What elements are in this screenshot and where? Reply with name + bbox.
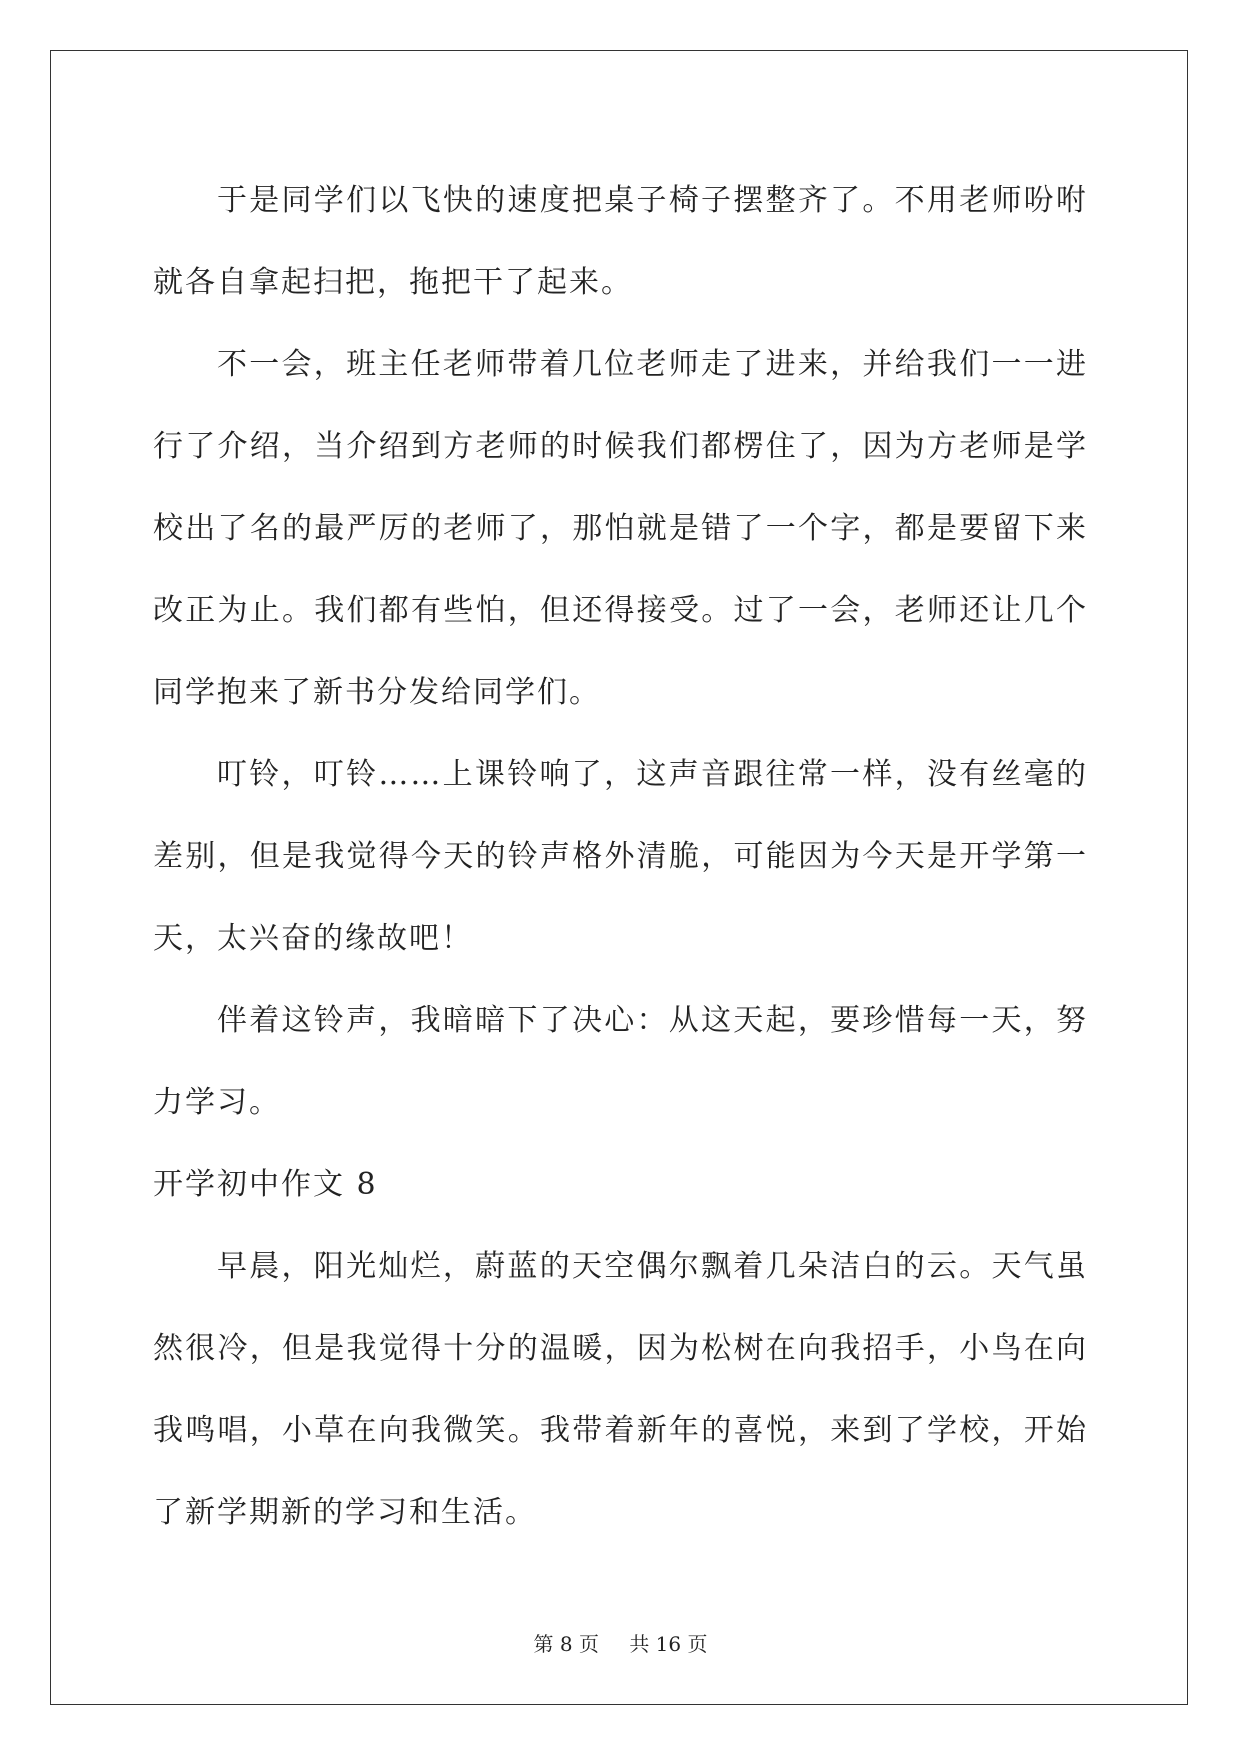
document-body: [153, 160, 1088, 1554]
page-total: 共 16 页: [629, 1632, 708, 1656]
paragraph: 叮铃，叮铃……上课铃响了，这声音跟往常一样，没有丝毫的差别，但是我觉得今天的铃声格外清脆，可能因为今天是开学第一天，太兴奋的缘故吧！: [153, 757, 1088, 956]
page-number: 第 8 页: [533, 1632, 599, 1656]
paragraph: 早晨，阳光灿烂，蔚蓝的天空偶尔飘着几朵洁白的云。天气虽然很冷，但是我觉得十分的温暖，因为松树在向我招手，小鸟在向我鸣唱，小草在向我微笑。我带着新年的喜悦，来到了学校，开始了新学期新的学习和生活。: [153, 1249, 1088, 1530]
page-footer: [0, 1628, 1241, 1657]
paragraph: 伴着这铃声，我暗暗下了决心：从这天起，要珍惜每一天，努力学习。: [153, 1003, 1088, 1120]
section-heading: 开学初中作文 8: [153, 1167, 378, 1202]
paragraph: 于是同学们以飞快的速度把桌子椅子摆整齐了。不用老师吩咐就各自拿起扫把，拖把干了起来。: [153, 183, 1088, 300]
paragraph: 不一会，班主任老师带着几位老师走了进来，并给我们一一进行了介绍，当介绍到方老师的时候我们都楞住了，因为方老师是学校出了名的最严厉的老师了，那怕就是错了一个字，都是要留下来改正为止。我们都有些怕，但还得接受。过了一会，老师还让几个同学抱来了新书分发给同学们。: [153, 347, 1088, 710]
